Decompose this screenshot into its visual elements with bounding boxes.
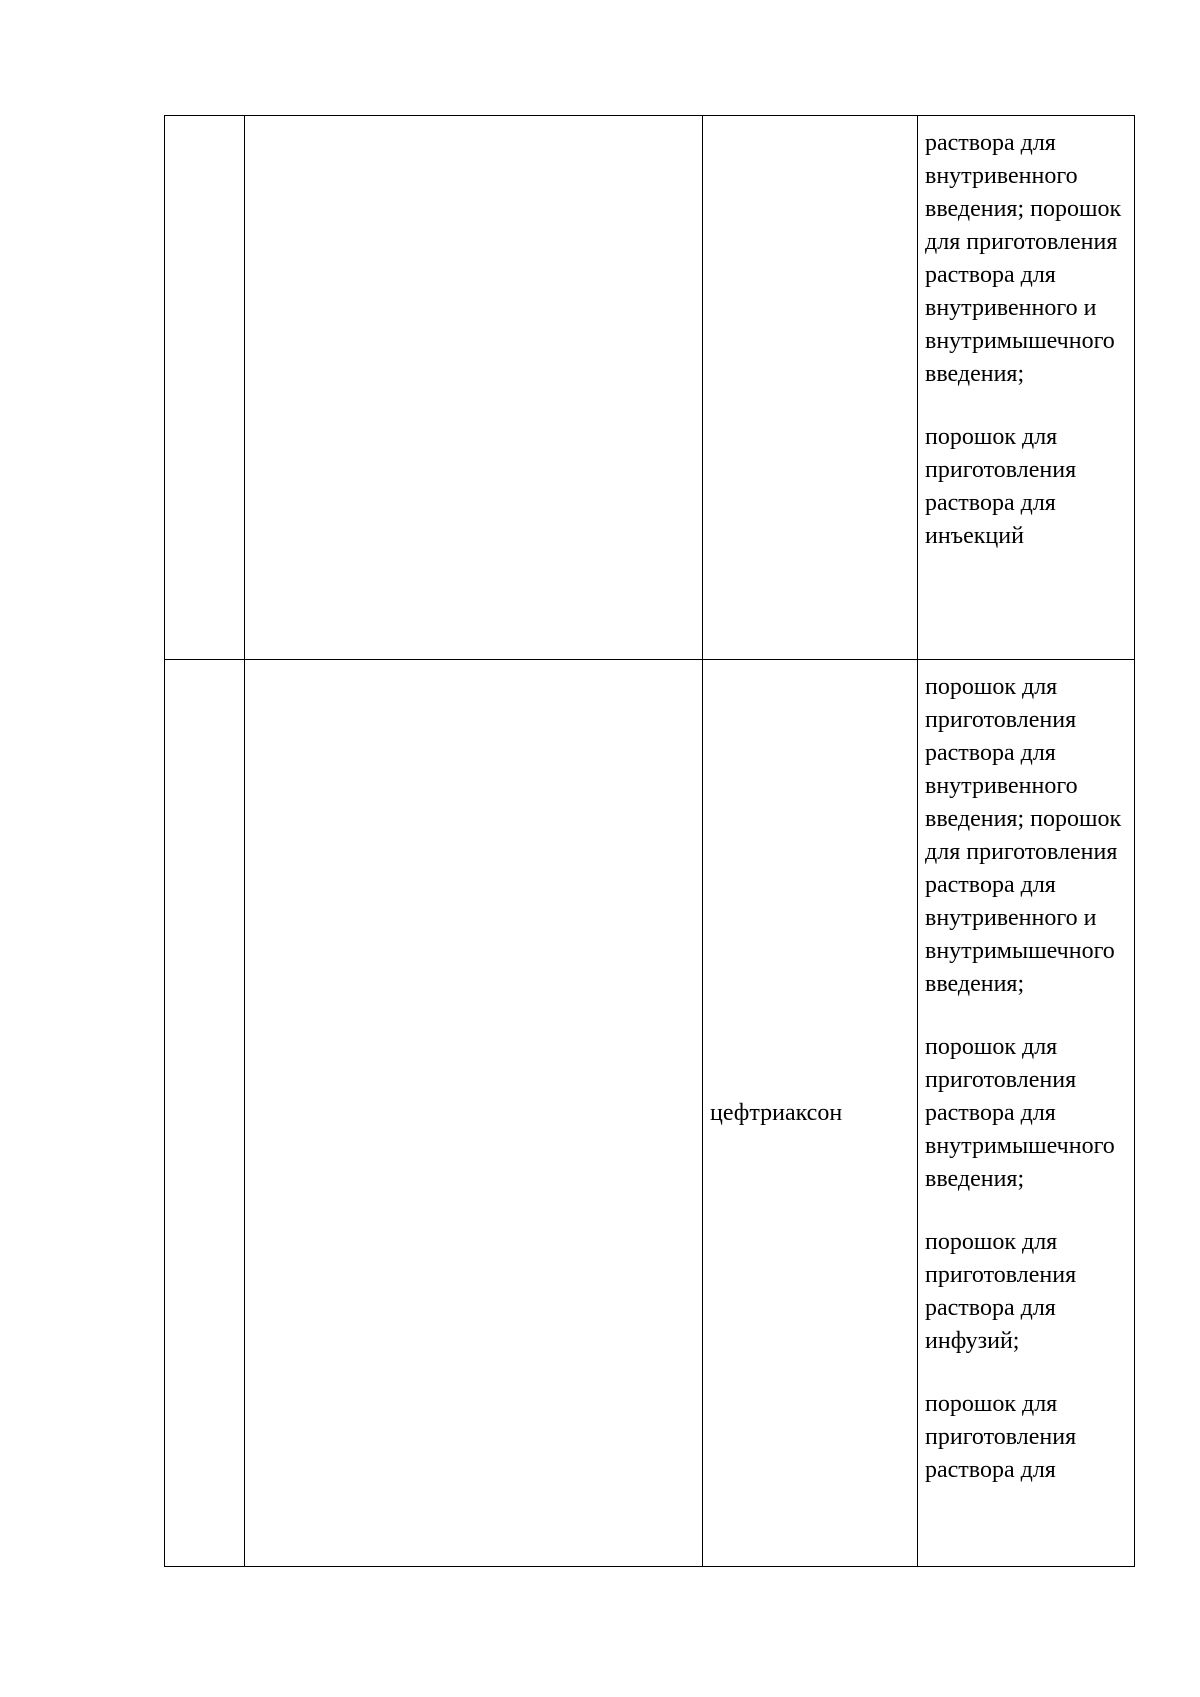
- cell-forms: [918, 116, 1135, 660]
- table-row: [165, 660, 1135, 1567]
- cell-forms: [918, 660, 1135, 1567]
- drug-name: цефтриаксон: [710, 1099, 843, 1126]
- dosage-form: порошок для приготовления раствора для инъекций: [925, 424, 1077, 549]
- table-row: [165, 116, 1135, 660]
- cell-number: [165, 660, 245, 1567]
- dosage-form: порошок для приготовления раствора для внутривенного введения; порошок для приготовления раствора для внутривенного и внутримышечного введения;: [925, 674, 1122, 997]
- dosage-form: раствора для внутривенного введения; порошок для приготовления раствора для внутривенного и внутримышечного введения;: [925, 130, 1122, 387]
- medication-table: [164, 115, 1135, 1567]
- dosage-form: порошок для приготовления раствора для: [925, 1391, 1077, 1483]
- cell-drug: [703, 660, 918, 1567]
- dosage-form: порошок для приготовления раствора для инфузий;: [925, 1229, 1077, 1354]
- cell-number: [165, 116, 245, 660]
- cell-drug: [703, 116, 918, 660]
- dosage-form: порошок для приготовления раствора для внутримышечного введения;: [925, 1034, 1115, 1192]
- cell-group: [245, 660, 703, 1567]
- cell-group: [245, 116, 703, 660]
